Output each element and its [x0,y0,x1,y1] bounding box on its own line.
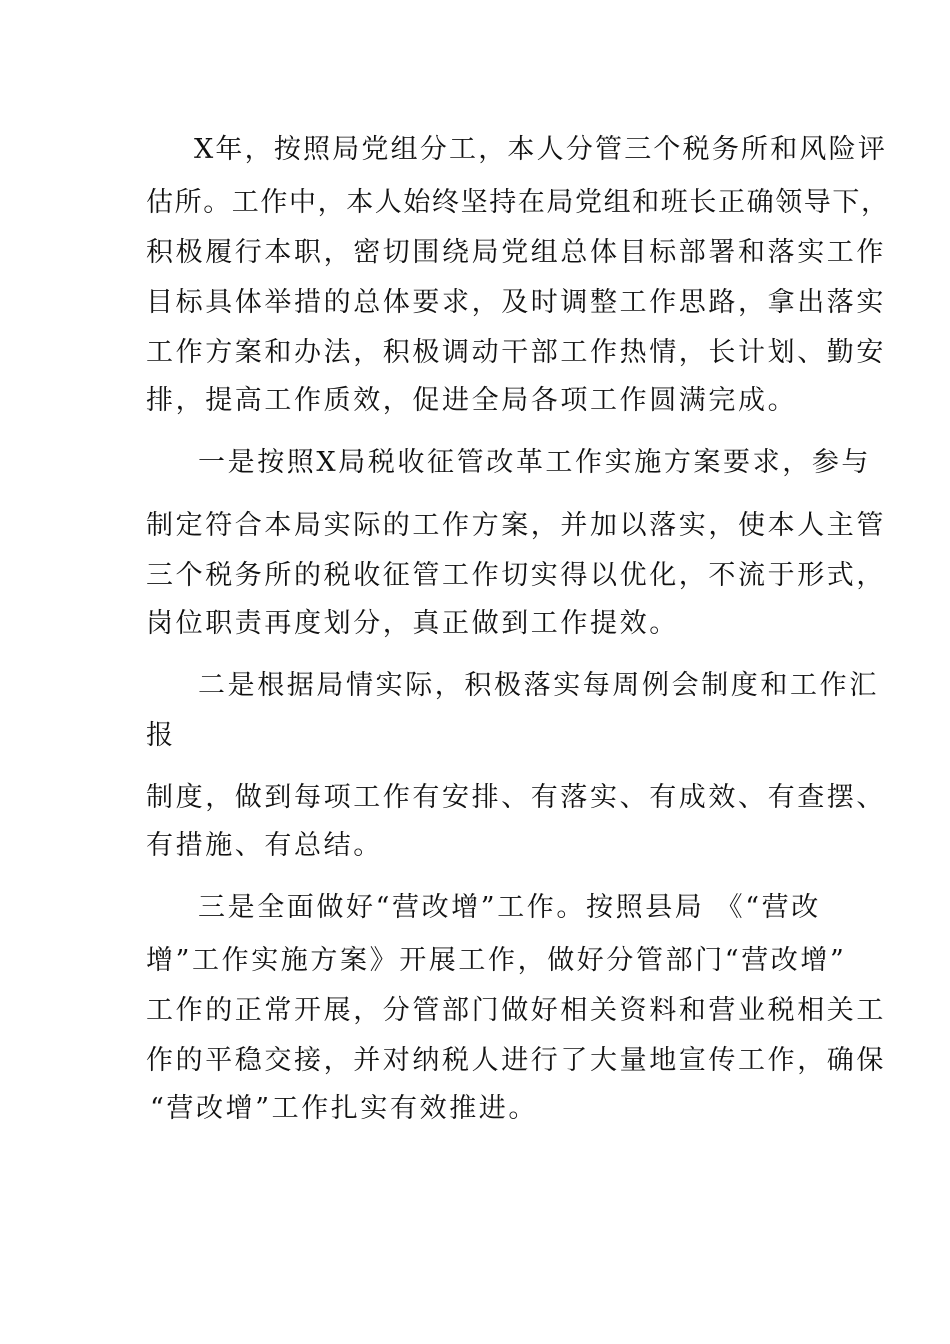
paragraph-1-line-1: X年，按照局党组分工，本人分管三个税务所和风险评 [194,134,888,165]
paragraph-4-line-2: 增”工作实施方案》开展工作，做好分管部门“营改增” [146,945,847,976]
paragraph-4-line-1: 三是全面做好“营改增”工作。按照县局 《“营改 [198,892,821,923]
paragraph-4-line-3: 工作的正常开展，分管部门做好相关资料和营业税相关工 [146,995,886,1026]
paragraph-3-line-4: 有措施、有总结。 [146,830,383,861]
paragraph-1-line-2: 估所。工作中，本人始终坚持在局党组和班长正确领导下， [146,187,890,218]
paragraph-1-line-3: 积极履行本职，密切围绕局党组总体目标部署和落实工作 [146,237,886,268]
paragraph-3-line-3: 制度，做到每项工作有安排、有落实、有成效、有查摆、 [146,782,886,813]
paragraph-3-line-1: 二是根据局情实际，积极落实每周例会制度和工作汇 [198,670,879,701]
paragraph-2-line-4: 岗位职责再度划分，真正做到工作提效。 [146,608,679,639]
paragraph-1-line-5: 工作方案和办法，积极调动干部工作热情，长计划、勤安 [146,337,886,368]
paragraph-4-line-5: “营改增”工作扎实有效推进。 [150,1093,539,1124]
paragraph-1-line-4: 目标具体举措的总体要求，及时调整工作思路，拿出落实 [146,287,886,318]
paragraph-2-line-2: 制定符合本局实际的工作方案，并加以落实，使本人主管 [146,510,886,541]
paragraph-1-line-6: 排，提高工作质效，促进全局各项工作圆满完成。 [146,385,798,416]
paragraph-2-line-3: 三个税务所的税收征管工作切实得以优化，不流于形式， [146,560,886,591]
paragraph-2-line-1: 一是按照X局税收征管改革工作实施方案要求，参与 [198,447,872,478]
paragraph-4-line-4: 作的平稳交接，并对纳税人进行了大量地宣传工作，确保 [146,1045,886,1076]
paragraph-3-line-2: 报 [146,720,176,751]
